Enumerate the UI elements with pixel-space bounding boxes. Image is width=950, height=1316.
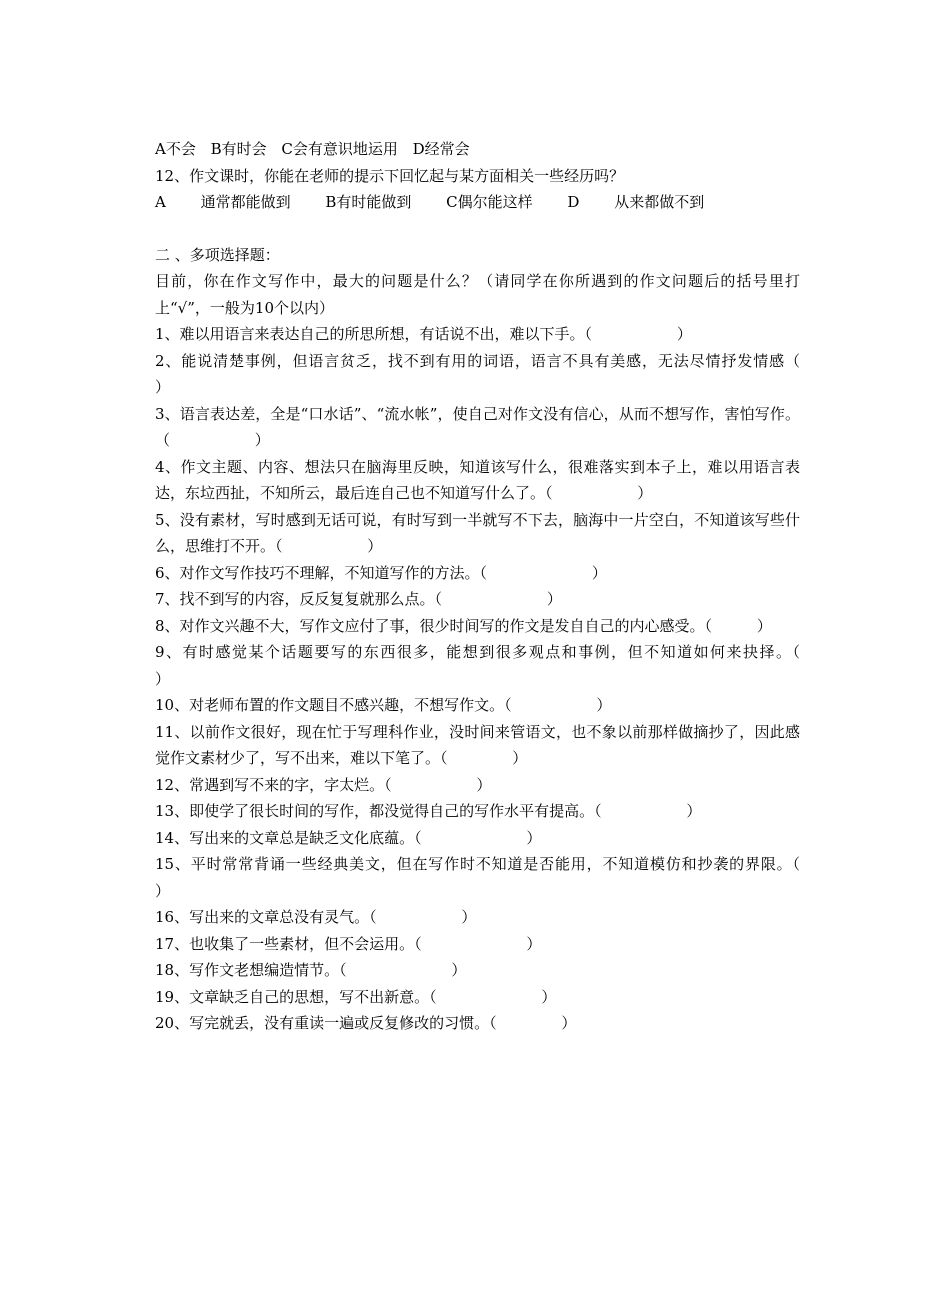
list-item: 12、常遇到写不来的字，字太烂。（ ） (155, 775, 492, 794)
list-item: 2、能说清楚事例，但语言贫乏，找不到有用的词语，语言不具有美感，无法尽情抒发情感（ ） (155, 351, 800, 396)
section2-instruction: 目前，你在作文写作中，最大的问题是什么？（请同学在你所遇到的作文问题后的括号里打上“√”，一般为10个以内） (155, 272, 800, 317)
q12-options: A 通常都能做到 B有时能做到 C偶尔能这样 D 从来都做不到 (155, 193, 705, 211)
list-item: 9、有时感觉某个话题要写的东西很多，能想到很多观点和事例，但不知道如何来抉择。（ ） (155, 643, 800, 688)
list-item: 4、作文主题、内容、想法只在脑海里反映，知道该写什么，很难落实到本子上，难以用语言表达，东垃西扯，不知所云，最后连自己也不知道写什么了。（ ） (155, 457, 800, 502)
list-item: 20、写完就丢，没有重读一遍或反复修改的习惯。（ ） (155, 1014, 577, 1032)
list-item: 8、对作文兴趣不大，写作文应付了事，很少时间写的作文是发自自己的内心感受。（ ） (155, 616, 772, 635)
list-item: 16、写出来的文章总没有灵气。（ ） (155, 908, 477, 926)
list-item: 19、文章缺乏自己的思想，写不出新意。（ ） (155, 987, 557, 1006)
list-item: 15、平时常常背诵一些经典美文，但在写作时不知道是否能用，不知道模仿和抄袭的界限。（ ） (155, 855, 800, 900)
list-item: 11、以前作文很好，现在忙于写理科作业，没时间来管语文，也不象以前那样做摘抄了，因此感觉作文素材少了，写不出来，难以下笔了。（ ） (155, 722, 800, 767)
list-item: 10、对老师布置的作文题目不感兴趣，不想写作文。（ ） (155, 696, 612, 714)
document-page (155, 136, 800, 1037)
list-item: 18、写作文老想编造情节。（ ） (155, 961, 467, 979)
list-item: 3、语言表达差，全是“口水话”、“流水帐”，使自己对作文没有信心，从而不想写作，害怕写作。（ ） (155, 404, 800, 449)
section-gap (155, 216, 800, 242)
list-item: 1、难以用语言来表达自己的所思所想，有话说不出，难以下手。（ ） (155, 325, 692, 343)
list-item: 14、写出来的文章总是缺乏文化底蕴。（ ） (155, 828, 542, 847)
q12-question: 12、作文课时，你能在老师的提示下回忆起与某方面相关一些经历吗？ (155, 166, 625, 185)
section2-heading: 二 、多项选择题： (155, 245, 280, 264)
list-item: 6、对作文写作技巧不理解，不知道写作的方法。（ ） (155, 563, 607, 582)
list-item: 13、即使学了很长时间的写作，都没觉得自己的写作水平有提高。（ ） (155, 802, 702, 820)
q11-options: A不会 B有时会 C会有意识地运用 D经常会 (155, 140, 470, 158)
list-item: 5、没有素材，写时感到无话可说，有时写到一半就写不下去，脑海中一片空白，不知道该写些什么，思维打不开。（ ） (155, 510, 800, 555)
list-item: 7、找不到写的内容，反反复复就那么点。（ ） (155, 590, 562, 608)
list-item: 17、也收集了一些素材，但不会运用。（ ） (155, 934, 542, 953)
